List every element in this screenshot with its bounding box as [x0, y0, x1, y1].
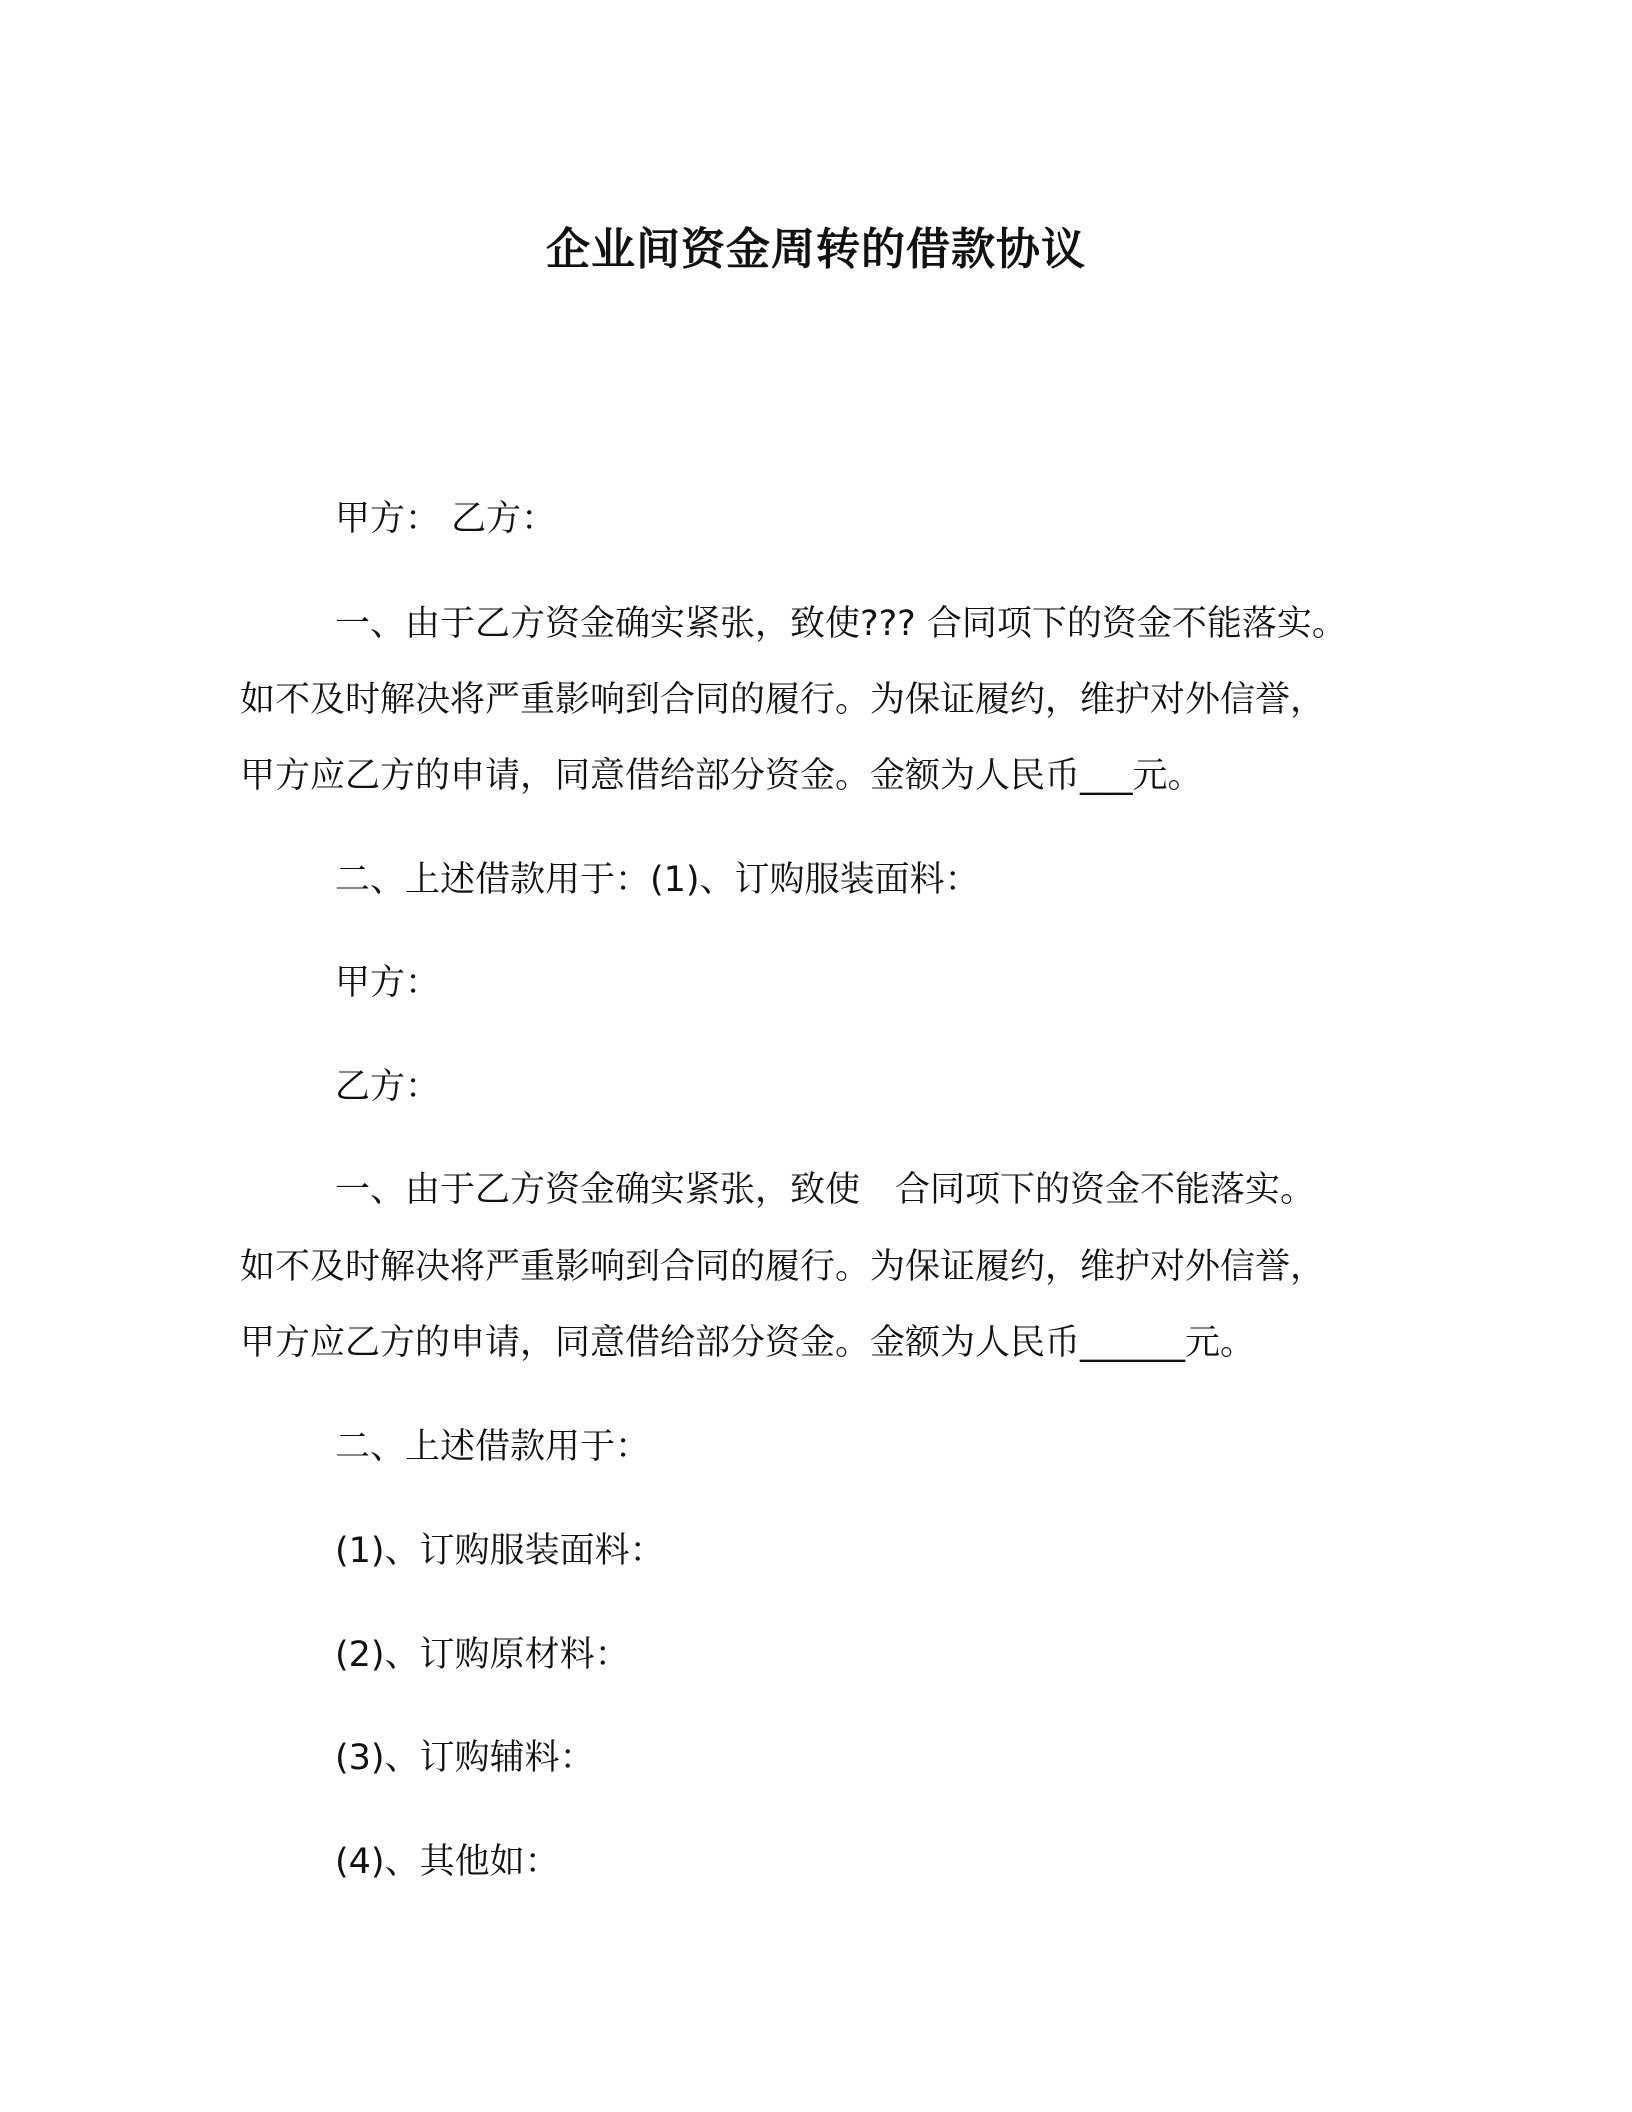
section1-repeat-line2: 如不及时解决将严重影响到合同的履行。为保证履约，维护对外信誉，: [240, 1247, 1326, 1287]
use-item: (4)、其他如：: [335, 1842, 560, 1882]
party-a-label: 甲方：: [335, 963, 441, 1003]
section2-line: 二、上述借款用于：(1)、订购服装面料：: [335, 860, 980, 900]
parties-line: 甲方： 乙方：: [335, 499, 557, 539]
section1-line3: 甲方应乙方的申请，同意借给部分资金。金额为人民币___元。: [240, 756, 1203, 796]
use-item: (3)、订购辅料：: [335, 1738, 595, 1778]
section1-repeat-line3: 甲方应乙方的申请，同意借给部分资金。金额为人民币______元。: [240, 1323, 1256, 1363]
document-title: 企业间资金周转的借款协议: [546, 224, 1086, 275]
section1-repeat-line1: 一、由于乙方资金确实紧张，致使 合同项下的资金不能落实。: [335, 1170, 1316, 1210]
party-b-label: 乙方：: [335, 1067, 441, 1107]
use-item: (2)、订购原材料：: [335, 1635, 630, 1675]
section1-line1: 一、由于乙方资金确实紧张，致使??? 合同项下的资金不能落实。: [335, 604, 1347, 644]
section2-heading: 二、上述借款用于：: [335, 1427, 651, 1467]
section1-line2: 如不及时解决将严重影响到合同的履行。为保证履约，维护对外信誉，: [240, 680, 1326, 720]
use-item: (1)、订购服装面料：: [335, 1531, 665, 1571]
